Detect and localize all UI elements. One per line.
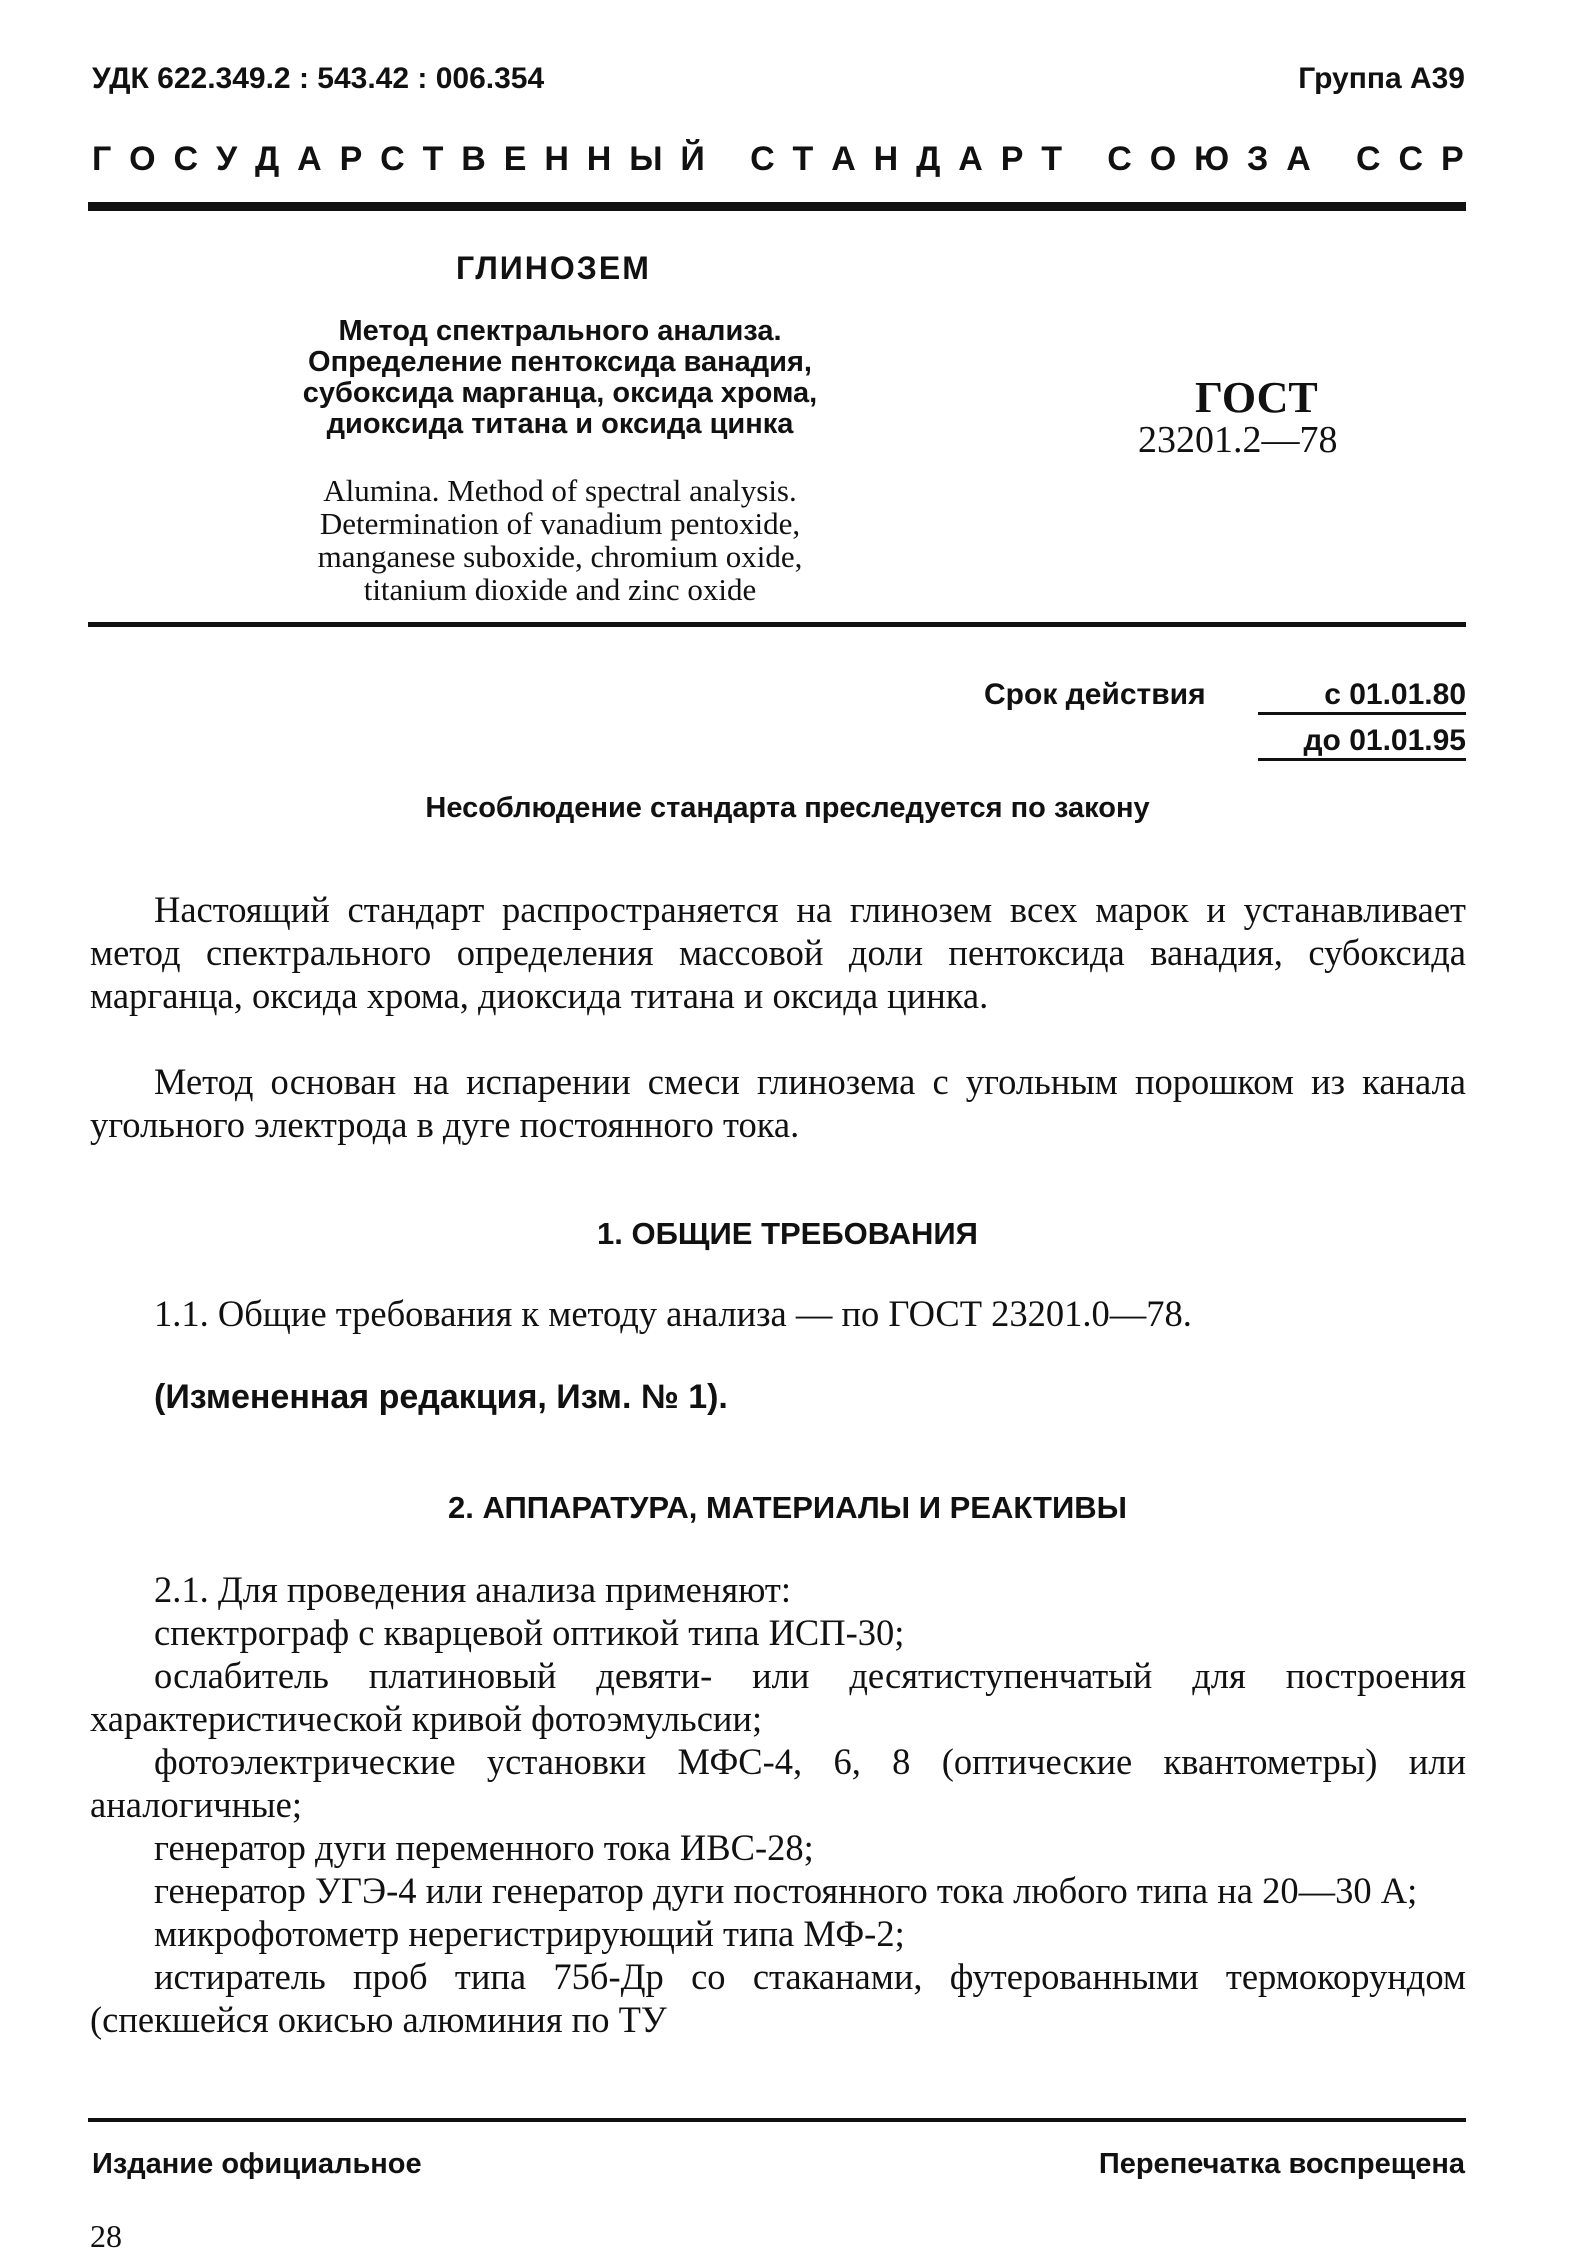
list-item: фотоэлектрические установки МФС-4, 6, 8 (оптические квантометры) или аналогичные; xyxy=(90,1741,1466,1825)
banner-letter: Н xyxy=(586,140,612,178)
banner-letter: Е xyxy=(503,140,527,178)
banner-letter: Н xyxy=(544,140,569,178)
banner-letter: О xyxy=(129,140,156,178)
document-title: ГЛИНОЗЕМ xyxy=(456,250,651,286)
banner-letter: Р xyxy=(1440,140,1464,178)
list-item: ослабитель платиновый девяти- или десятиступенчатый для построения характеристической кривой фотоэмульсии; xyxy=(90,1655,1466,1739)
footer-rule xyxy=(88,2118,1466,2122)
banner-letter: Д xyxy=(916,140,941,178)
subtitle-en-line: Alumina. Method of spectral analysis. xyxy=(323,473,797,508)
subtitle-ru-line: диоксида титана и оксида цинка xyxy=(326,408,794,440)
banner-letter: С xyxy=(750,140,775,178)
banner-letter: З xyxy=(1247,140,1269,178)
title-block-rule xyxy=(88,622,1466,627)
subtitle-en-line: Determination of vanadium pentoxide, xyxy=(319,506,801,541)
legal-notice: Несоблюдение стандарта преследуется по закону xyxy=(425,792,1150,824)
clause-paragraph: 2.1. Для проведения анализа применяют: xyxy=(154,1569,791,1610)
banner-letter: С xyxy=(173,140,199,178)
banner-letter xyxy=(723,140,732,179)
subtitle-ru xyxy=(240,316,880,440)
banner-letter: Г xyxy=(92,140,112,178)
list-item: генератор дуги переменного тока ИВС-28; xyxy=(154,1827,814,1868)
banner-letter xyxy=(1329,140,1338,179)
validity-label: Срок действия xyxy=(984,678,1206,711)
banner-letter: В xyxy=(461,140,486,178)
banner-letter: Т xyxy=(1041,140,1063,178)
list-item: истиратель проб типа 75б-Др со стаканами, футерованными термокорундом (спекшейся окисью алюминия по ТУ xyxy=(90,1956,1466,2040)
subtitle-ru-line: Метод спектрального анализа. xyxy=(338,315,782,347)
banner-letter: Й xyxy=(680,140,705,178)
banner-letter xyxy=(1080,140,1089,179)
banner-letter: Т xyxy=(792,140,814,178)
banner-letter: У xyxy=(215,140,238,178)
clause-paragraph: 1.1. Общие требования к методу анализа — по ГОСТ 23201.0—78. xyxy=(154,1293,1192,1334)
banner-letter: Т xyxy=(422,140,444,178)
banner-letter: Р xyxy=(339,140,363,178)
banner-letter: Ю xyxy=(1194,140,1230,178)
edition-note: Издание официальное xyxy=(92,2148,422,2180)
banner-letter: Р xyxy=(1000,140,1024,178)
amendment-note: (Измененная редакция, Изм. № 1). xyxy=(154,1378,728,1416)
validity-rule xyxy=(1258,758,1466,761)
equipment-list xyxy=(0,1568,1575,2041)
banner-letter: С xyxy=(1107,140,1132,178)
subtitle-ru-line: Определение пентоксида ванадия, xyxy=(308,346,812,378)
banner-letter: Д xyxy=(255,140,280,178)
banner-letter: О xyxy=(1149,140,1177,178)
subtitle-en-line: titanium dioxide and zinc oxide xyxy=(363,572,757,607)
list-item: генератор УГЭ-4 или генератор дуги постоянного тока любого типа на 20—30 А; xyxy=(154,1870,1418,1911)
reprint-note: Перепечатка воспрещена xyxy=(1098,2148,1465,2180)
section-heading: 2. АППАРАТУРА, МАТЕРИАЛЫ И РЕАКТИВЫ xyxy=(448,1490,1127,1525)
gost-label: ГОСТ xyxy=(1195,373,1318,422)
banner-letter: А xyxy=(297,140,322,178)
list-item: микрофотометр нерегистрирующий типа МФ-2; xyxy=(154,1913,905,1954)
list-item: спектрограф с кварцевой оптикой типа ИСП-30; xyxy=(154,1612,905,1653)
banner-letter: Ы xyxy=(629,140,663,178)
banner-letter: Н xyxy=(873,140,899,178)
intro-paragraph: Метод основан на испарении смеси глинозема с угольным порошком из канала угольного электрода в дуге постоянного тока. xyxy=(90,1061,1466,1145)
banner-letter: С xyxy=(1356,140,1381,178)
validity-to: до 01.01.95 xyxy=(1303,724,1466,757)
udk-code: УДК 622.349.2 : 543.42 : 006.354 xyxy=(92,62,545,95)
top-rule xyxy=(88,202,1466,211)
validity-from: с 01.01.80 xyxy=(1324,678,1466,711)
gost-number: 23201.2—78 xyxy=(1138,419,1338,461)
intro-paragraph: Настоящий стандарт распространяется на глинозем всех марок и устанавливает метод спектрального определения массовой доли пентоксида ванадия, субоксида марганца, оксида хрома, диоксида титана и оксида цинка. xyxy=(90,889,1466,1016)
banner-letter: А xyxy=(958,140,983,178)
section-heading: 1. ОБЩИЕ ТРЕБОВАНИЯ xyxy=(597,1216,978,1251)
page-number: 28 xyxy=(90,2218,122,2254)
banner-letter: С xyxy=(380,140,405,178)
banner-letter: А xyxy=(1286,140,1311,178)
group-code: Группа А39 xyxy=(1298,62,1465,95)
state-standard-banner xyxy=(92,140,1464,179)
validity-rule xyxy=(1258,712,1466,715)
subtitle-en xyxy=(240,474,880,606)
subtitle-ru-line: субоксида марганца, оксида хрома, xyxy=(302,377,818,409)
banner-letter: А xyxy=(831,140,856,178)
banner-letter: С xyxy=(1398,140,1424,178)
subtitle-en-line: manganese suboxide, chromium oxide, xyxy=(317,539,803,574)
